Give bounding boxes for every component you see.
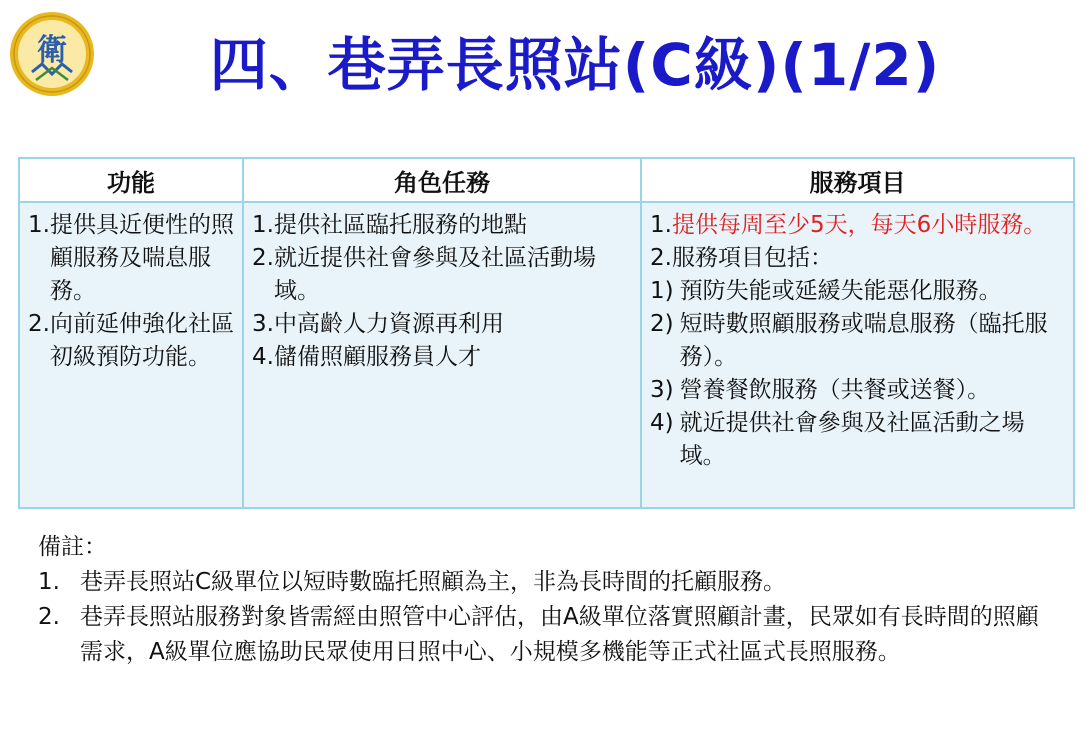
note-item: 1. 巷弄長照站C級單位以短時數臨托照顧為主，非為長時間的托顧服務。 [38,569,787,595]
header-service-items: 服務項目 [641,158,1074,202]
header-role: 角色任務 [243,158,641,202]
list-item: 4. 儲備照顧服務員人才 [252,344,481,370]
table-body-row [19,202,1074,508]
list-item: 4) 就近提供社會參與及社區活動之場域。 [650,410,1025,469]
list-item: 1. 提供每周至少5天，每天6小時服務。 [650,209,1065,242]
list-item: 3) 營養餐飲服務（共餐或送餐）。 [650,377,991,403]
list-item: 1) 預防失能或延緩失能惡化服務。 [650,278,1002,304]
list-item: 2. 服務項目包括： [650,245,833,271]
logo-glyph: 衛 [37,33,67,68]
list-item: 3. 中高齡人力資源再利用 [252,311,504,337]
table-header-row [19,158,1074,202]
role-cell [243,202,641,508]
note-item: 2. 巷弄長照站服務對象皆需經由照管中心評估，由A級單位落實照顧計畫，民眾如有長時間的照顧需求，A級單位應協助民眾使用日照中心、小規模多機能等正式社區式長照服務。 [38,604,1039,665]
list-item: 1. 提供具近便性的照顧服務及喘息服務。 [28,212,234,304]
list-item: 1. 提供社區臨托服務的地點 [252,212,527,238]
notes-section [38,530,1048,670]
list-item: 2. 就近提供社會參與及社區活動場域。 [252,245,596,304]
header-function: 功能 [19,158,243,202]
list-item: 2) 短時數照顧服務或喘息服務（臨托服務）。 [650,311,1048,370]
function-cell [19,202,243,508]
ministry-logo-icon [8,10,96,98]
page-title: 四、巷弄長照站(C級)(1/2) [209,31,941,99]
notes-label: 備註： [38,534,107,560]
service-items-cell [641,202,1074,508]
highlight-text: 提供每周至少5天，每天6小時服務。 [671,212,1047,238]
service-table [18,157,1075,509]
list-item: 2. 向前延伸強化社區初級預防功能。 [28,311,234,370]
